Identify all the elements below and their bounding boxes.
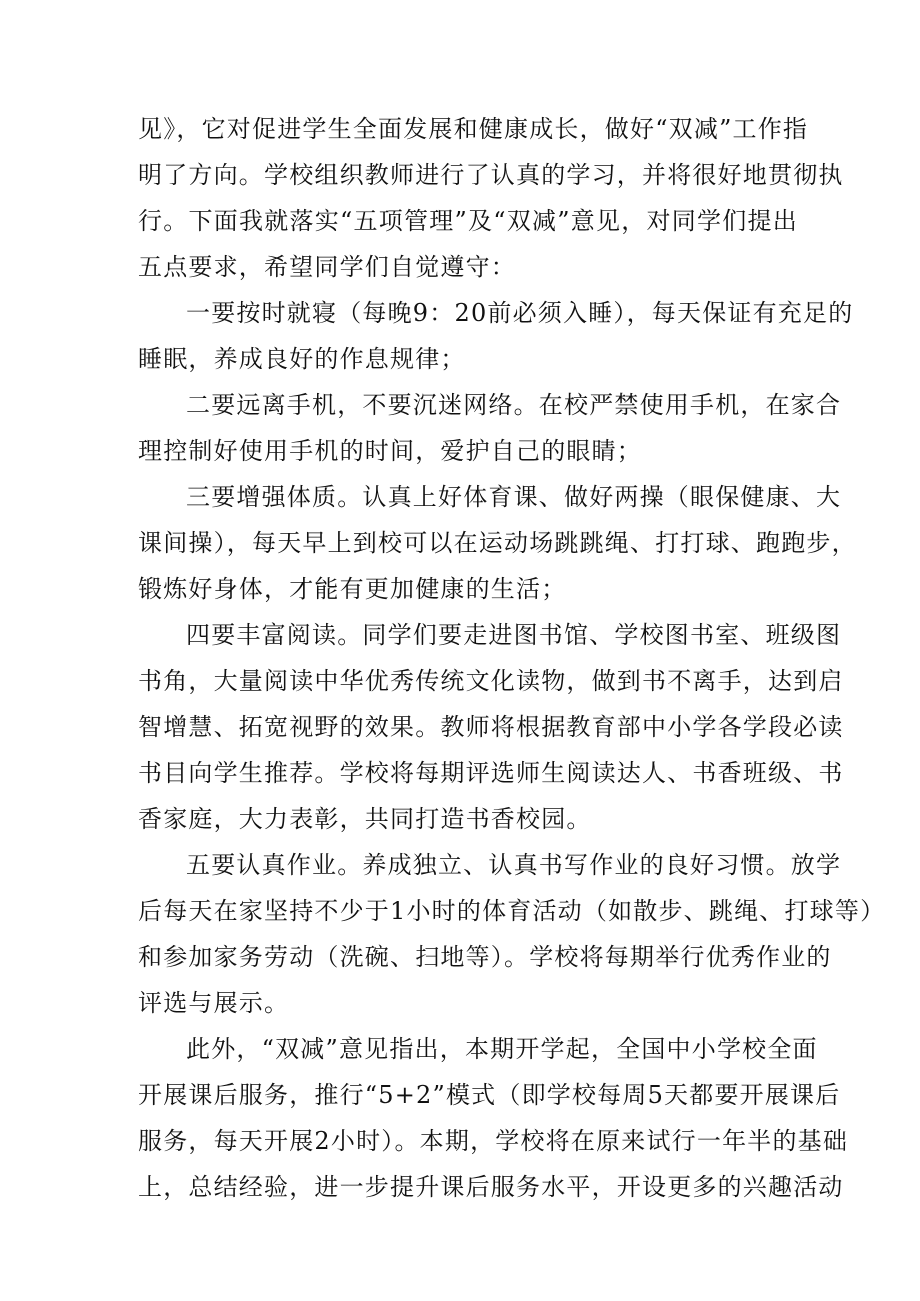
text-line: 智增慧、拓宽视野的效果。教师将根据教育部中小学各学段必读 (138, 713, 844, 741)
text-line: 行。下面我就落实“五项管理”及“双减”意见，对同学们提出 (138, 207, 798, 235)
text-line: 香家庭，大力表彰，共同打造书香校园。 (138, 805, 592, 833)
text-line: 评选与展示。 (138, 989, 290, 1017)
text-line: 课间操），每天早上到校可以在运动场跳跳绳、打打球、跑跑步， (138, 529, 857, 557)
text-line: 四要丰富阅读。同学们要走进图书馆、学校图书室、班级图 (186, 621, 842, 649)
text-line: 和参加家务劳动（洗碗、扫地等）。学校将每期举行优秀作业的 (138, 943, 832, 971)
text-line: 明了方向。学校组织教师进行了认真的学习，并将很好地贯彻执 (138, 161, 844, 189)
document-body (138, 106, 886, 1210)
text-line: 睡眠，养成良好的作息规律； (138, 345, 466, 373)
text-line: 服务，每天开展2小时）。本期，学校将在原来试行一年半的基础 (138, 1127, 849, 1155)
text-line: 上，总结经验，进一步提升课后服务水平，开设更多的兴趣活动 (138, 1173, 844, 1201)
text-line: 五要认真作业。养成独立、认真书写作业的良好习惯。放学 (186, 851, 842, 879)
text-line: 后每天在家坚持不少于1小时的体育活动（如散步、跳绳、打球等） (138, 897, 886, 925)
text-line: 书角，大量阅读中华优秀传统文化读物，做到书不离手，达到启 (138, 667, 844, 695)
text-line: 五点要求，希望同学们自觉遵守： (138, 253, 516, 281)
text-line: 二要远离手机，不要沉迷网络。在校严禁使用手机，在家合 (186, 391, 842, 419)
text-line: 见》，它对促进学生全面发展和健康成长，做好“双减”工作指 (138, 115, 809, 143)
text-line: 锻炼好身体，才能有更加健康的生活； (138, 575, 567, 603)
text-line: 三要增强体质。认真上好体育课、做好两操（眼保健康、大 (186, 483, 842, 511)
text-line: 理控制好使用手机的时间，爱护自己的眼睛； (138, 437, 642, 465)
text-line: 书目向学生推荐。学校将每期评选师生阅读达人、书香班级、书 (138, 759, 844, 787)
text-line: 一要按时就寝（每晚9：20前必须入睡），每天保证有充足的 (186, 299, 854, 327)
text-line: 此外，“双减”意见指出，本期开学起，全国中小学校全面 (186, 1035, 818, 1063)
text-line: 开展课后服务，推行“5+2”模式（即学校每周5天都要开展课后 (138, 1081, 841, 1109)
